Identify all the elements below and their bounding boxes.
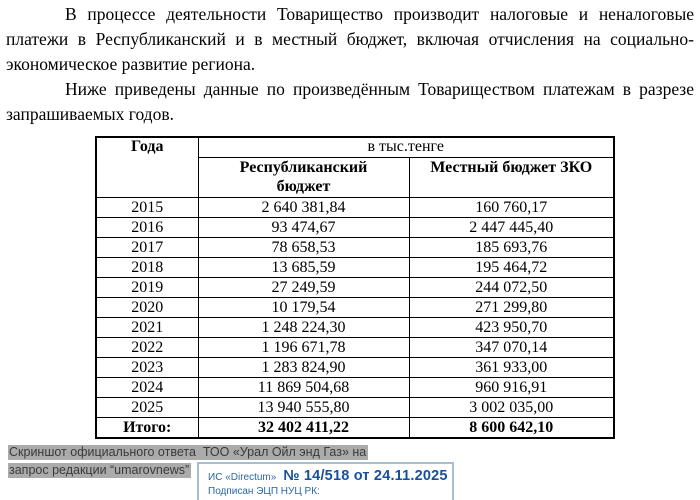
local-value: 2 447 445,40 [409,217,614,237]
table-row [96,297,614,317]
republican-value: 78 658,53 [198,237,409,257]
year-cell: 2019 [96,277,198,297]
republican-value: 13 685,59 [198,257,409,277]
republican-value: 10 179,54 [198,297,409,317]
unit-label: в тыс.тенге [198,137,614,157]
total-label: Итого: [96,417,198,438]
document-body-text [6,2,694,127]
caption-line-2: запрос редакции “umarovnews” [9,462,190,477]
local-value: 347 070,14 [409,337,614,357]
table-row [96,337,614,357]
republican-value: 2 640 381,84 [198,197,409,217]
republican-value: 93 474,67 [198,217,409,237]
stamp-signed-label: Подписан ЭЦП НУЦ РК: [208,486,320,497]
table-row [96,377,614,397]
caption-line-1: Скриншот официального ответа ТОО «Урал Ойл энд Газ» на [9,445,367,459]
table-row [96,397,614,417]
local-value: 3 002 035,00 [409,397,614,417]
table-row [96,237,614,257]
year-cell: 2022 [96,337,198,357]
year-cell: 2024 [96,377,198,397]
republican-value: 1 283 824,90 [198,357,409,377]
paragraph-activity: В процессе деятельности Товарищество производит налоговые и неналоговые платежи в Республиканский и в местный бюджет, включая отчисления на социально-экономическое развитие региона. [6,4,694,74]
republican-value: 27 249,59 [198,277,409,297]
directum-signature-stamp [197,462,454,500]
stamp-header-row [208,468,452,484]
table-header-row-1 [96,137,614,157]
total-republican-value: 32 402 411,22 [198,417,409,438]
local-value: 185 693,76 [409,237,614,257]
year-cell: 2021 [96,317,198,337]
year-cell: 2023 [96,357,198,377]
republican-value: 1 196 671,78 [198,337,409,357]
republican-value: 11 869 504,68 [198,377,409,397]
year-cell: 2025 [96,397,198,417]
local-value: 160 760,17 [409,197,614,217]
table-row [96,317,614,337]
stamp-document-number: № 14/518 от 24.11.2025 [283,468,448,484]
table-row [96,197,614,217]
table-row [96,357,614,377]
column-header-local-budget: Местный бюджет ЗКО [409,157,614,197]
table-total-row [96,417,614,438]
column-header-republican-budget: Республиканский бюджет [198,157,409,197]
year-cell: 2020 [96,297,198,317]
local-value: 244 072,50 [409,277,614,297]
local-value: 423 950,70 [409,317,614,337]
table-row [96,217,614,237]
local-value: 960 916,91 [409,377,614,397]
column-header-years: Года [96,137,198,197]
republican-value: 13 940 555,80 [198,397,409,417]
republican-value: 1 248 224,30 [198,317,409,337]
total-local-value: 8 600 642,10 [409,417,614,438]
year-cell: 2016 [96,217,198,237]
local-value: 361 933,00 [409,357,614,377]
year-cell: 2015 [96,197,198,217]
year-cell: 2018 [96,257,198,277]
table-row [96,257,614,277]
year-cell: 2017 [96,237,198,257]
paragraph-intro-table: Ниже приведены данные по произведённым Товариществом платежам в разрезе запрашиваемых годов. [6,79,694,124]
payments-table [95,136,615,439]
stamp-system-label: ИС «Directum» [208,472,277,483]
local-value: 271 299,80 [409,297,614,317]
local-value: 195 464,72 [409,257,614,277]
table-row [96,277,614,297]
